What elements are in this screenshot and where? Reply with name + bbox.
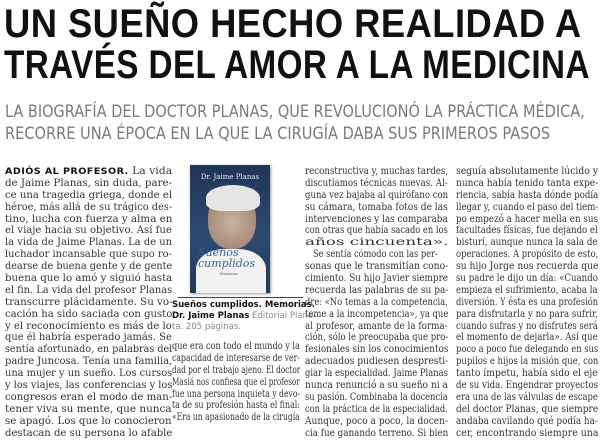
article-line: el viaje hacia su objetivo. Así fue xyxy=(5,225,172,237)
cover-subtitle: Memorias xyxy=(220,272,238,276)
article-line: para disfrutarla y no para sufrir, xyxy=(456,308,598,320)
article-line: andaba cavilando qué podía ha- xyxy=(456,415,598,427)
article-line: con la práctica de la especialidad. xyxy=(305,403,448,415)
article-line: «Era un apasionado de la cirugía xyxy=(172,412,300,424)
cover-author: Dr. Jaime Planas xyxy=(200,173,260,181)
article-line: cia fue ganando terreno. Si bien xyxy=(305,427,449,439)
article-line: que él habría esperado jamás. Se xyxy=(5,332,172,344)
article-line: fue una persona inquieta y devo- xyxy=(172,388,301,400)
article-line: poco a poco fue delegando en sus xyxy=(456,344,599,356)
article-line: tino, lucha con fuerza y alma en xyxy=(5,213,173,225)
article-line: empieza el sufrimiento, acaba la xyxy=(456,284,598,296)
article-line: intervenciones y las comparaba xyxy=(305,213,448,225)
article-column-2 xyxy=(172,341,300,424)
article-line: el momento de dejarla». Así que xyxy=(456,332,598,344)
cover-title: Sueños cumplidos xyxy=(198,246,256,270)
article-line: ción, sólo le preocupaba que pro- xyxy=(305,332,449,344)
article-line: una mujer y un sueño. Los cursos xyxy=(5,368,173,380)
article-line: ce una tragedia griega, donde el xyxy=(5,189,173,201)
book-caption-publisher: ta. 205 páginas. xyxy=(172,322,241,332)
article-line: ta de su profesión hasta el final: xyxy=(172,400,300,412)
article-line: luchador incansable que supo ro- xyxy=(5,249,172,261)
article-line: discutíamos técnicas nuevas. Al- xyxy=(305,177,448,189)
article-line: Se sentía cómodo con las per- xyxy=(313,249,438,261)
article-line: buena que lo amó y siguió hasta xyxy=(5,273,173,285)
article-line: de su vida. Engendrar proyectos xyxy=(456,380,599,392)
article-line: tener viva su mente, que nunca xyxy=(5,403,172,415)
article-line: capacidad de interesarse de ver- xyxy=(172,352,300,364)
article-line: teme a la incompetencia», ya que xyxy=(305,308,449,320)
article-line: riencia, sabía hasta dónde podía xyxy=(456,189,599,201)
article-line: de Jaime Planas, sin duda, pare- xyxy=(5,177,173,189)
article-line: guna vez bajaba al quirófano con xyxy=(305,189,449,201)
article-line: era una de las válvulas de escape xyxy=(456,391,598,403)
article-line: nunca renunció a su sueño ni a xyxy=(305,380,448,392)
article-line: su hijo Jorge nos recuerda que xyxy=(456,261,599,273)
article-line: congresos eran el modo de man- xyxy=(5,391,173,403)
article-line: operaciones. A propósito de esto, xyxy=(456,249,599,261)
article-line: sonas que le transmitían cono- xyxy=(305,261,449,273)
book-caption-title: Sueños cumplidos. Memorias. xyxy=(172,300,315,310)
article-line: cimiento. Su hijo Javier siempre xyxy=(305,273,449,285)
article-line xyxy=(5,166,172,178)
article-line: po empezó a hacer mella en sus xyxy=(456,213,599,225)
article-line: diversión. Y ésta es una profesión xyxy=(456,296,599,308)
article-line: recuerda las palabras de su pa- xyxy=(305,284,449,296)
caption-divider xyxy=(178,297,303,298)
article-line: dre: «No temas a la competencia, xyxy=(305,296,448,308)
article-line: seguía absolutamente lúcido y xyxy=(456,166,598,177)
headline-line-1: UN SUEÑO HECHO REALIDAD A xyxy=(4,2,582,46)
article-line: la vida de Jaime Planas. La de un xyxy=(5,237,173,249)
article-line: giar la especialidad. Jaime Planas xyxy=(305,368,448,380)
article-line: bisturí, aunque nunca la sala de xyxy=(456,237,598,249)
book-cover-image xyxy=(190,165,270,293)
article-line: padre Juncosa. Tenía una familia, xyxy=(5,356,173,368)
article-column-4 xyxy=(456,166,598,439)
subheadline-line-1: LA BIOGRAFÍA DEL DOCTOR PLANAS, QUE REVOLUCIONÓ LA PRÁCTICA MÉDICA, xyxy=(5,102,585,122)
article-line: y el reconocimiento es más de lo xyxy=(5,320,172,332)
article-line: al profesor, amante de la forma- xyxy=(305,320,448,332)
lead-text: La vida xyxy=(128,166,173,177)
article-line: con otras que había sacado en los xyxy=(305,225,448,237)
article-line: fesionales sin los conocimientos xyxy=(305,344,449,356)
article-line: destacan de su persona lo afable xyxy=(5,427,173,439)
article-line: transcurre plácidamente. Su vo- xyxy=(5,296,173,308)
article-column-3 xyxy=(305,166,448,439)
article-line: y los viajes, las conferencias y los xyxy=(5,380,173,392)
lead-in-heading: ADIÓS AL PROFESOR. xyxy=(5,167,129,177)
article-line: tanto ímpetu, había sido el eje xyxy=(456,368,598,380)
article-line: pupilos e hijos la misión que, con xyxy=(456,356,599,368)
article-line: que era con todo el mundo y la xyxy=(172,341,300,352)
article-line: su pasión. Combinaba la docencia xyxy=(305,391,448,403)
article-line: del doctor Planas, que siempre xyxy=(456,403,599,415)
article-line: cer, encontrando siempre una xyxy=(456,427,599,439)
article-line: llegar y, cuando el paso del tiem- xyxy=(456,201,599,213)
article-line: cuando sufras y no disfrutes será xyxy=(456,320,598,332)
article-line: reconstructiva y, muchas tardes, xyxy=(305,166,449,177)
article-line: sentía afortunado, en palabras del xyxy=(5,344,173,356)
article-line: se apagó. Los que lo conocieron xyxy=(5,415,172,427)
article-line: héroe, más allá de su trágico des- xyxy=(5,201,173,213)
article-line: su padre le dijo un día: «Cuando xyxy=(456,273,598,285)
article-line: años cincuenta». xyxy=(305,237,449,249)
article-line: Masiá nos confiesa que el profesor xyxy=(172,376,300,388)
article-column-1 xyxy=(5,166,172,439)
article-line: nunca había tenido tanta expe- xyxy=(456,177,599,189)
article-line: cación ha sido saciada con gusto xyxy=(5,308,173,320)
article-line: adecuados pudiesen despresti- xyxy=(305,356,449,368)
article-line: Aunque, poco a poco, la docen- xyxy=(305,415,449,427)
article-line: el fin. La vida del profesor Planas xyxy=(5,284,173,296)
article-line: su cámara, tomaba fotos de las xyxy=(305,201,448,213)
article-line: facultades físicas, fue dejando el xyxy=(456,225,598,237)
headline-line-2: TRAVÉS DEL AMOR A LA MEDICINA xyxy=(4,43,590,87)
subheadline-line-2: RECORRE UNA ÉPOCA EN LA QUE LA CIRUGÍA DABA SUS PRIMEROS PASOS xyxy=(5,124,551,144)
article-line: dad por el trabajo ajeno. El doctor xyxy=(172,364,301,376)
article-line: dearse de buena gente y de gente xyxy=(5,261,173,273)
book-caption-author: Dr. Jaime Planas Editorial Plane- xyxy=(172,311,317,321)
